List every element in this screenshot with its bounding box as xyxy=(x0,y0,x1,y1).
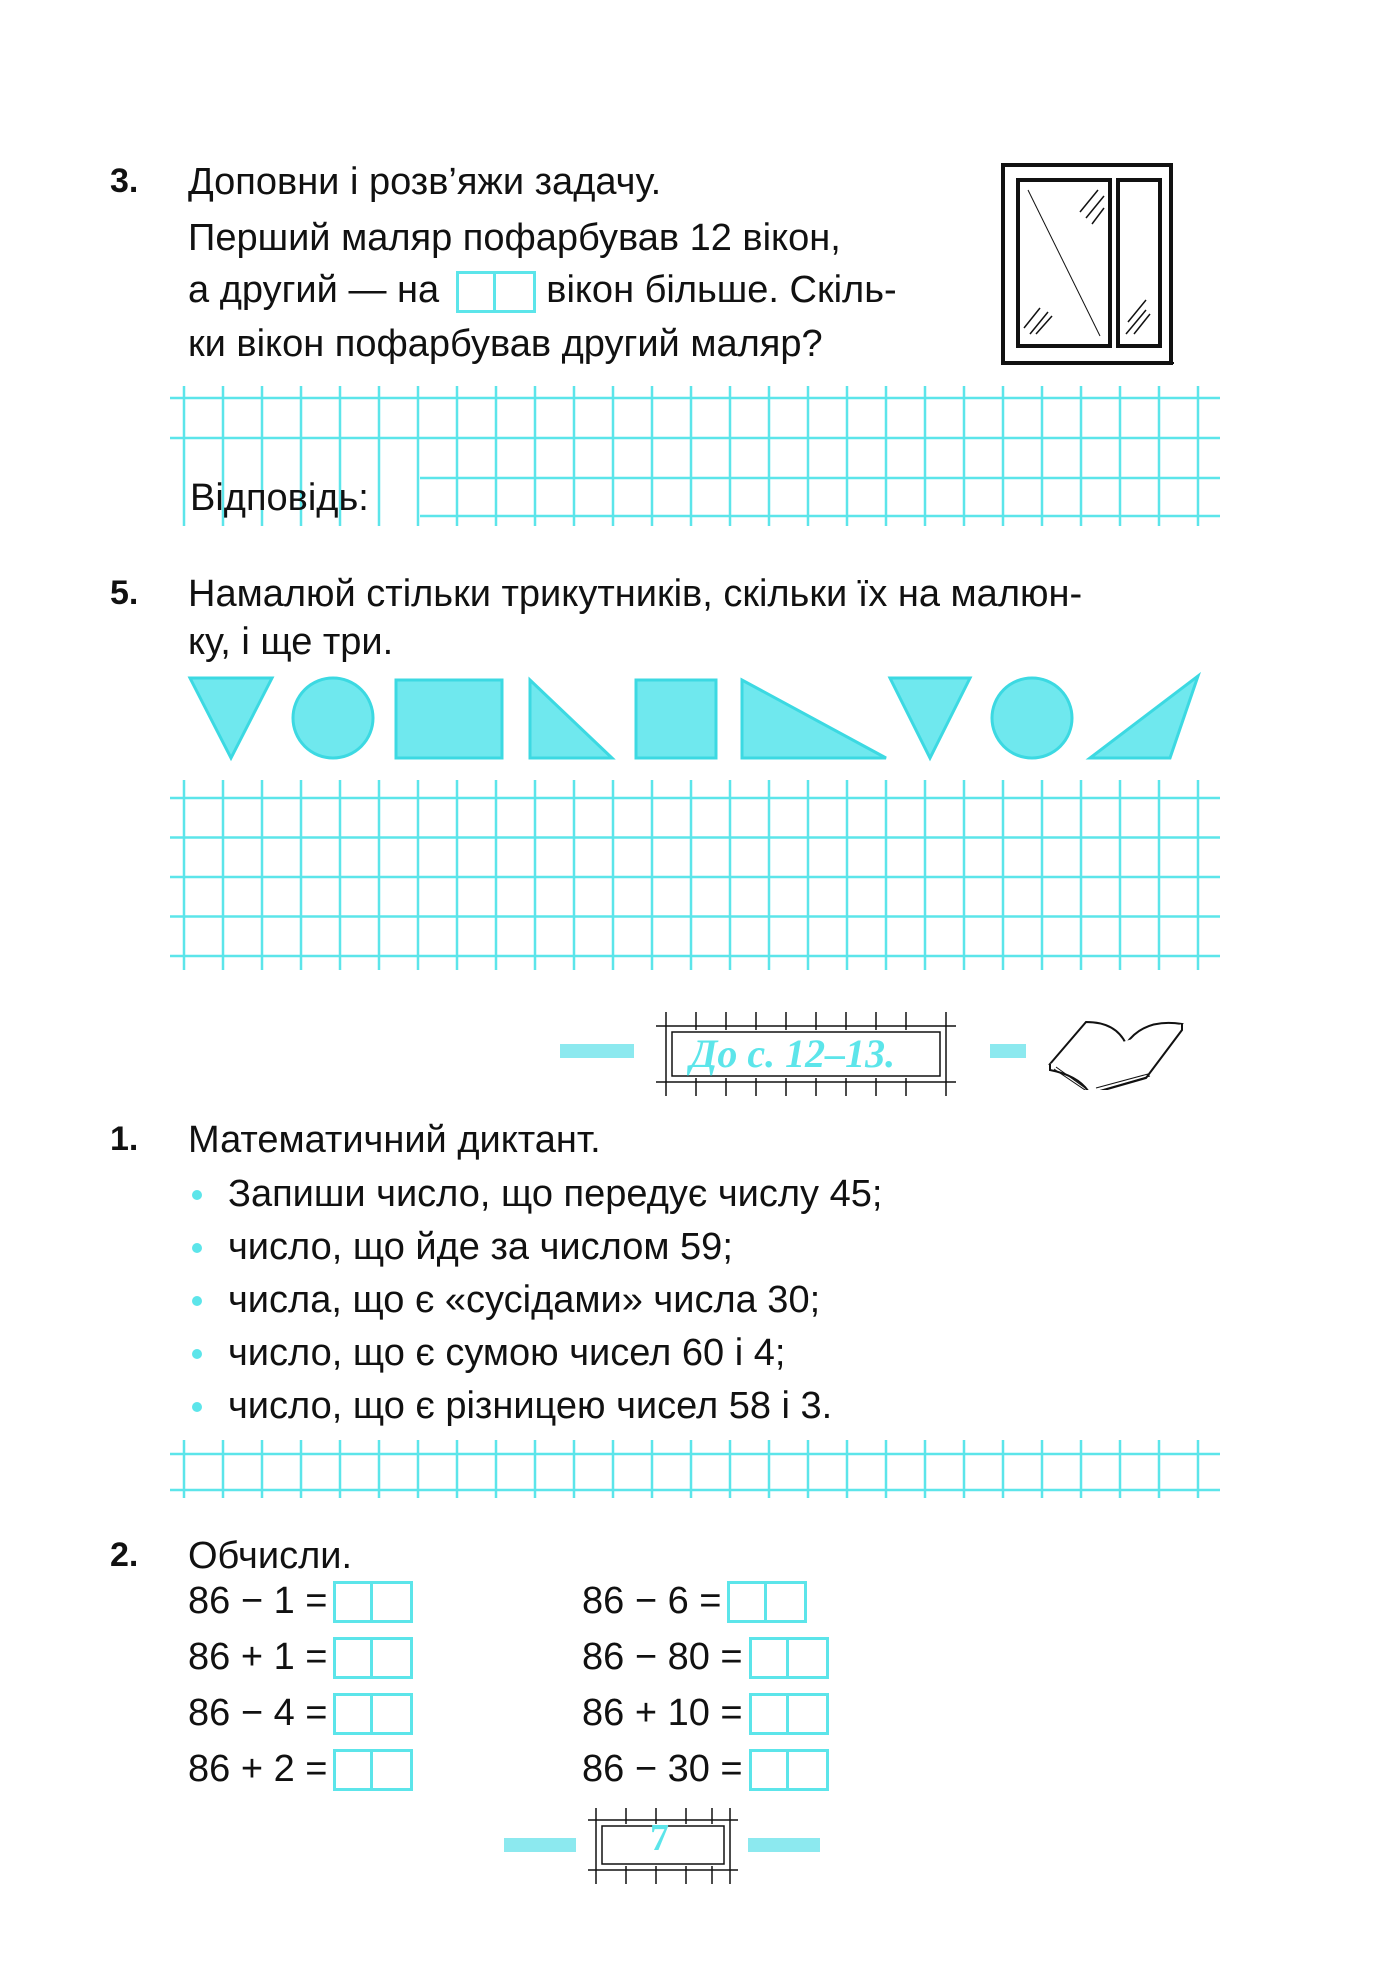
task3-line4: ки вікон пофарбував другий маляр? xyxy=(188,323,823,365)
answer-box[interactable] xyxy=(749,1749,829,1791)
task3-line1: Доповни і розв’яжи задачу. xyxy=(188,161,662,203)
task1-answer-grid[interactable] xyxy=(170,1440,1220,1498)
task3-number: 3. xyxy=(110,162,139,200)
answer-box[interactable] xyxy=(749,1693,829,1735)
equation-left-1 xyxy=(188,1580,413,1623)
equation-right-2 xyxy=(582,1636,829,1679)
shape-triangle-down xyxy=(190,678,272,758)
task5-number: 5. xyxy=(110,574,139,612)
task1-title: Математичний диктант. xyxy=(188,1119,601,1161)
shape-circle xyxy=(992,678,1072,758)
equation-text: 86 − 1 = xyxy=(188,1580,328,1622)
equation-left-2 xyxy=(188,1636,413,1679)
task3-line3a: а другий — на xyxy=(188,269,440,311)
task1-item-5: число, що є різницею чисел 58 і 3. xyxy=(228,1385,833,1427)
equation-right-4 xyxy=(582,1748,829,1791)
book-icon xyxy=(1046,1014,1186,1090)
task3-line2: Перший маляр пофарбував 12 вікон, xyxy=(188,217,841,259)
task5-line2: ку, і ще три. xyxy=(188,621,394,663)
task1-item-1: Запиши число, що передує числу 45; xyxy=(228,1173,883,1215)
task2-number: 2. xyxy=(110,1536,139,1574)
task1-item-3: числа, що є «сусідами» числа 30; xyxy=(228,1279,821,1321)
equation-text: 86 − 80 = xyxy=(582,1636,743,1678)
section-bar-left xyxy=(560,1044,634,1058)
shape-triangle-down xyxy=(890,678,970,758)
window-illustration xyxy=(1000,162,1178,370)
shape-triangle-slant xyxy=(1090,676,1198,758)
answer-box[interactable] xyxy=(333,1581,413,1623)
equation-text: 86 − 6 = xyxy=(582,1580,722,1622)
task3-answer-label: Відповідь: xyxy=(190,477,369,519)
equation-text: 86 + 10 = xyxy=(582,1692,743,1734)
page-bar-left xyxy=(504,1838,576,1852)
shape-rectangle xyxy=(396,680,502,758)
shape-circle xyxy=(293,678,373,758)
task5-shapes xyxy=(180,670,1220,770)
task5-drawing-grid[interactable] xyxy=(170,780,1220,970)
equation-text: 86 − 30 = xyxy=(582,1748,743,1790)
task5-line1: Намалюй стільки трикутників, скільки їх на малюн- xyxy=(188,573,1083,615)
equation-right-3 xyxy=(582,1692,829,1735)
answer-box[interactable] xyxy=(333,1637,413,1679)
equation-right-1 xyxy=(582,1580,807,1623)
bullet xyxy=(192,1402,202,1412)
shape-right-triangle-long xyxy=(742,680,886,758)
shape-right-triangle xyxy=(530,680,612,758)
answer-box[interactable] xyxy=(333,1749,413,1791)
bullet xyxy=(192,1296,202,1306)
task1-number: 1. xyxy=(110,1120,139,1158)
section-label: До с. 12–13. xyxy=(690,1031,896,1076)
task3-blank[interactable] xyxy=(456,271,536,313)
task3-line3b: вікон більше. Скіль- xyxy=(546,269,897,311)
equation-text: 86 − 4 = xyxy=(188,1692,328,1734)
page-bar-right xyxy=(748,1838,820,1852)
equation-text: 86 + 2 = xyxy=(188,1748,328,1790)
bullet xyxy=(192,1349,202,1359)
shape-square xyxy=(636,680,716,758)
equation-left-3 xyxy=(188,1692,413,1735)
bullet xyxy=(192,1243,202,1253)
answer-box[interactable] xyxy=(727,1581,807,1623)
equation-left-4 xyxy=(188,1748,413,1791)
section-bar-right xyxy=(990,1044,1026,1058)
task3-line3 xyxy=(188,262,897,318)
answer-box[interactable] xyxy=(333,1693,413,1735)
page-number: 7 xyxy=(650,1817,669,1859)
task1-item-2: число, що йде за числом 59; xyxy=(228,1226,733,1268)
equation-text: 86 + 1 = xyxy=(188,1636,328,1678)
task2-title: Обчисли. xyxy=(188,1535,353,1577)
bullet xyxy=(192,1190,202,1200)
answer-box[interactable] xyxy=(749,1637,829,1679)
task1-item-4: число, що є сумою чисел 60 і 4; xyxy=(228,1332,786,1374)
